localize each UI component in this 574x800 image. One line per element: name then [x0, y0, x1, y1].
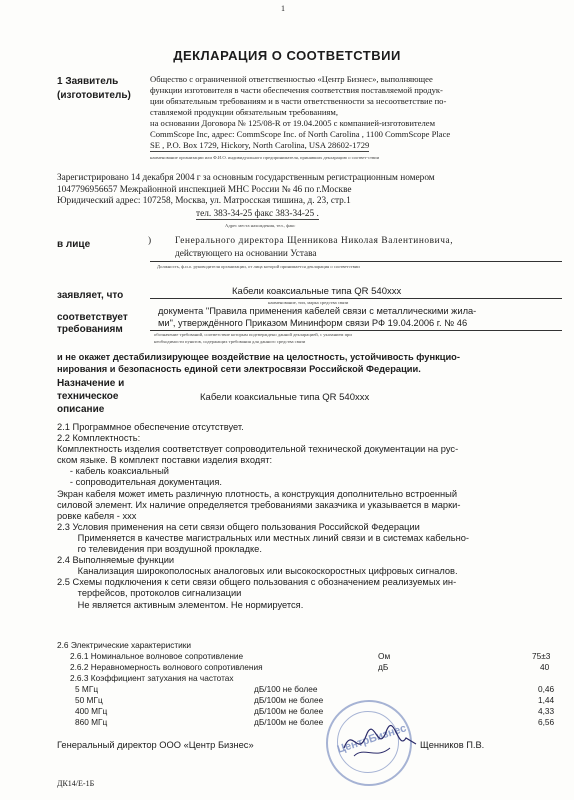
atten-freq: 860 МГц [75, 717, 108, 727]
applicant-block [150, 74, 450, 152]
spec-label: 2.6.1 Номинальное волновое сопротивление [70, 651, 244, 661]
person-line: Генерального директора Щенникова Николая Валентиновича, [175, 236, 454, 246]
applicant-label-sub: (изготовитель) [57, 90, 131, 101]
body-line: 2.2 Комплектность: [57, 433, 141, 444]
signature-scribble [340, 718, 420, 764]
body-line: 2.5 Схемы подключения к сети связи общего пользования с обозначением реализуемых ин- [57, 577, 457, 588]
specs-heading: 2.6 Электрические характеристики [57, 640, 192, 650]
body-line: Канализация широкополосных аналоговых или высокоскоростных цифровых сигналов. [57, 566, 458, 577]
claims-label: заявляет, что [57, 290, 124, 301]
atten-value: 0,46 [538, 684, 555, 694]
applicant-line: CommScope Inc, адрес: CommScope Inc. of North Carolina , 1100 CommScope Place [150, 129, 451, 139]
page-title: ДЕКЛАРАЦИЯ О СООТВЕТСТВИИ [173, 48, 401, 63]
purpose-label: описание [57, 404, 105, 415]
page-number: 1 [281, 4, 285, 13]
stability-statement: нирования и безопасность единой сети электросвязи Российской Федерации. [57, 364, 421, 374]
atten-unit: дБ/100м не более [254, 717, 324, 727]
body-line: - сопроводительная документация. [57, 477, 222, 488]
body-line: Применяется в качестве магистральных или местных линий связи и в системах кабельно- [57, 532, 469, 543]
atten-freq: 50 МГц [75, 695, 103, 705]
body-line: ровке кабеля - ххх [57, 510, 137, 521]
atten-freq: 5 МГц [75, 684, 99, 694]
body-line: Комплектность изделия соответствует сопроводительной технической документации на рус- [57, 444, 459, 455]
body-line: - кабель коаксиальный [57, 466, 169, 477]
registration-line: Юридический адрес: 107258, Москва, ул. Матросская тишина, д. 23, стр.1 [57, 196, 351, 206]
footer-code: ДК14/Е-1Б [57, 779, 95, 788]
atten-value: 4,33 [538, 706, 555, 716]
registration-line: 1047796956657 Межрайонной инспекцией МНС России № 46 по г.Москве [57, 184, 352, 195]
complies-caption: необходимости пунктов, содержащих требования для данного средства связи [154, 339, 306, 344]
stability-statement: и не окажет дестабилизирующее воздействие на целостность, устойчивость функцио- [57, 352, 460, 362]
person-underline [150, 261, 562, 262]
body-line: терфейсов, протоколов сигнализации [57, 588, 242, 599]
spec-value: 75±3 [532, 651, 551, 661]
purpose-label: Назначение и [57, 378, 125, 389]
complies-line: ми", утверждённого Приказом Мининформ связи РФ 19.04.2006 г. № 46 [158, 318, 468, 328]
registration-block [57, 173, 435, 208]
body-line: силовой элемент. Их наличие определяется требованиями заказчика и указывается в марки- [57, 499, 461, 510]
atten-unit: дБ/100м не более [254, 695, 324, 705]
registration-phone: тел. 383-34-25 факс 383-34-25 . [196, 209, 319, 219]
atten-value: 1,44 [538, 695, 555, 705]
purpose-value: Кабели коаксиальные типа QR 540xxx [200, 392, 370, 403]
body-line: Не является активным элементом. Не нормируется. [57, 599, 304, 610]
person-paren: ) [148, 236, 152, 246]
complies-caption: обозначение требований, соответствие которым подтверждено данной декларацией, с указанием при [154, 332, 352, 337]
body-line: 2.4 Выполняемые функции [57, 555, 175, 566]
complies-label: соответствует [57, 312, 128, 323]
body-line: 2.3 Условия применения на сети связи общего пользования Российской Федерации [57, 521, 420, 532]
description-body [57, 422, 469, 611]
signature-name: Щенников П.В. [420, 740, 485, 750]
spec-unit: дБ [378, 662, 389, 672]
person-line: действующего на основании Устава [175, 249, 317, 259]
atten-value: 6,56 [538, 717, 555, 727]
body-line: го телевидения при воздушной прокладке. [57, 544, 262, 555]
spec-label: 2.6.2 Неравномерность волнового сопротивления [70, 662, 263, 672]
applicant-caption: наименование организации или Ф.И.О. индивидуального предпринимателя, принявших декларацию о соответ-ствии [150, 155, 380, 160]
claims-underline [150, 298, 562, 299]
applicant-line: ции обязательным требованиям и в части ответственности за несоответствие по- [150, 96, 447, 106]
body-line: Экран кабеля может иметь различную плотность, а конструкция дополнительно встроенный [57, 488, 458, 499]
applicant-line: SE , P.O. Box 1729, Hickory, North Carolina, USA 28602-1729 [150, 140, 370, 150]
registration-caption: Адрес места нахождения, тел., факс [225, 223, 296, 228]
atten-heading: 2.6.3 Коэффициент затухания на частотах [70, 673, 234, 683]
registration-line: Зарегистрировано 14 декабря 2004 г за основным государственным регистрационным номером [57, 173, 435, 183]
applicant-line: функции изготовителя в части обеспечения соответствия поставляемой продук- [150, 85, 443, 95]
applicant-label: 1 Заявитель [57, 76, 119, 87]
claims-caption: наименование, тип, марка средства связи [268, 300, 349, 305]
atten-unit: дБ/100м не более [254, 706, 324, 716]
signature-title: Генеральный директор ООО «Центр Бизнес» [57, 740, 254, 750]
person-label: в лице [57, 239, 91, 250]
applicant-line: на основании Договора № 125/08-R от 19.04.2005 с компанией-изготовителем [150, 118, 436, 128]
complies-label-sub: требованиям [57, 324, 123, 335]
body-line: 2.1 Программное обеспечение отсутствует. [57, 422, 244, 432]
complies-underline [150, 330, 562, 331]
spec-unit: Ом [378, 651, 391, 661]
spec-value: 40 [540, 662, 550, 672]
purpose-label: техническое [57, 391, 119, 402]
applicant-line: ставляемой продукции обязательным требованиям, [150, 107, 338, 117]
complies-line: документа "Правила применения кабелей связи с металлическими жила- [158, 306, 477, 316]
atten-freq: 400 МГц [75, 706, 108, 716]
body-line: ском языке. В комплект поставки изделия входят: [57, 455, 273, 466]
person-caption: Должность, ф.и.о. руководителя организации, от лица которой принимается декларация о соответствии [157, 264, 360, 269]
claims-product: Кабели коаксиальные типа QR 540xxx [232, 286, 402, 297]
stamp-text: ЦентрБизнес [335, 722, 408, 756]
applicant-line: Общество с ограниченной ответственностью «Центр Бизнес», выполняющее [150, 74, 433, 84]
atten-unit: дБ/100 не более [254, 684, 318, 694]
